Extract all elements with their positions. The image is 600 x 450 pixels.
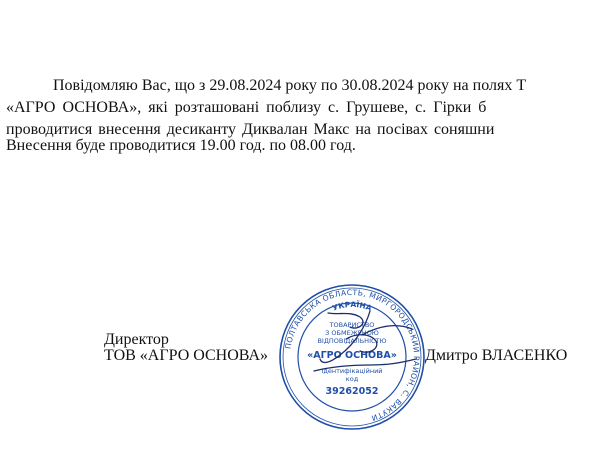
handwritten-signature <box>300 305 430 385</box>
stamp-outer-ring-text: ПОЛТАВСЬКА ОБЛАСТЬ, МИРГОРОДСЬКИЙ РАЙОН, С. ВАКУТИ <box>283 287 422 423</box>
letter-line-1: Повідомляю Вас, що з 29.08.2024 року по 30.08.2024 року на полях Т <box>53 77 527 94</box>
signer-name: Дмитро ВЛАСЕНКО <box>425 347 568 364</box>
stamp-line-3: ВІДПОВІДАЛЬНІСТЮ <box>317 337 387 345</box>
signer-position: Директор <box>104 331 169 348</box>
letter-line-2: «АГРО ОСНОВА», які розташовані поблизу с. Грушеве, с. Гірки б <box>6 99 487 116</box>
stamp-line-1: ТОВАРИСТВО <box>329 321 375 329</box>
stamp-code-label-1: Ідентифікаційний <box>321 367 383 375</box>
stamp-company-name: «АГРО ОСНОВА» <box>307 350 397 361</box>
stamp-line-2: З ОБМЕЖЕНОЮ <box>325 329 379 337</box>
stamp-top-text: УКРАЇНА <box>330 299 374 313</box>
letter-line-3: проводитися внесення десиканту Диквалан Макс на посівах соняшни <box>6 121 495 138</box>
stamp-code-label-2: код <box>345 375 359 383</box>
stamp-code: 39262052 <box>325 386 379 397</box>
letter-line-4: Внесення буде проводитися 19.00 год. по 08.00 год. <box>6 137 356 154</box>
signer-company: ТОВ «АГРО ОСНОВА» <box>104 347 268 364</box>
